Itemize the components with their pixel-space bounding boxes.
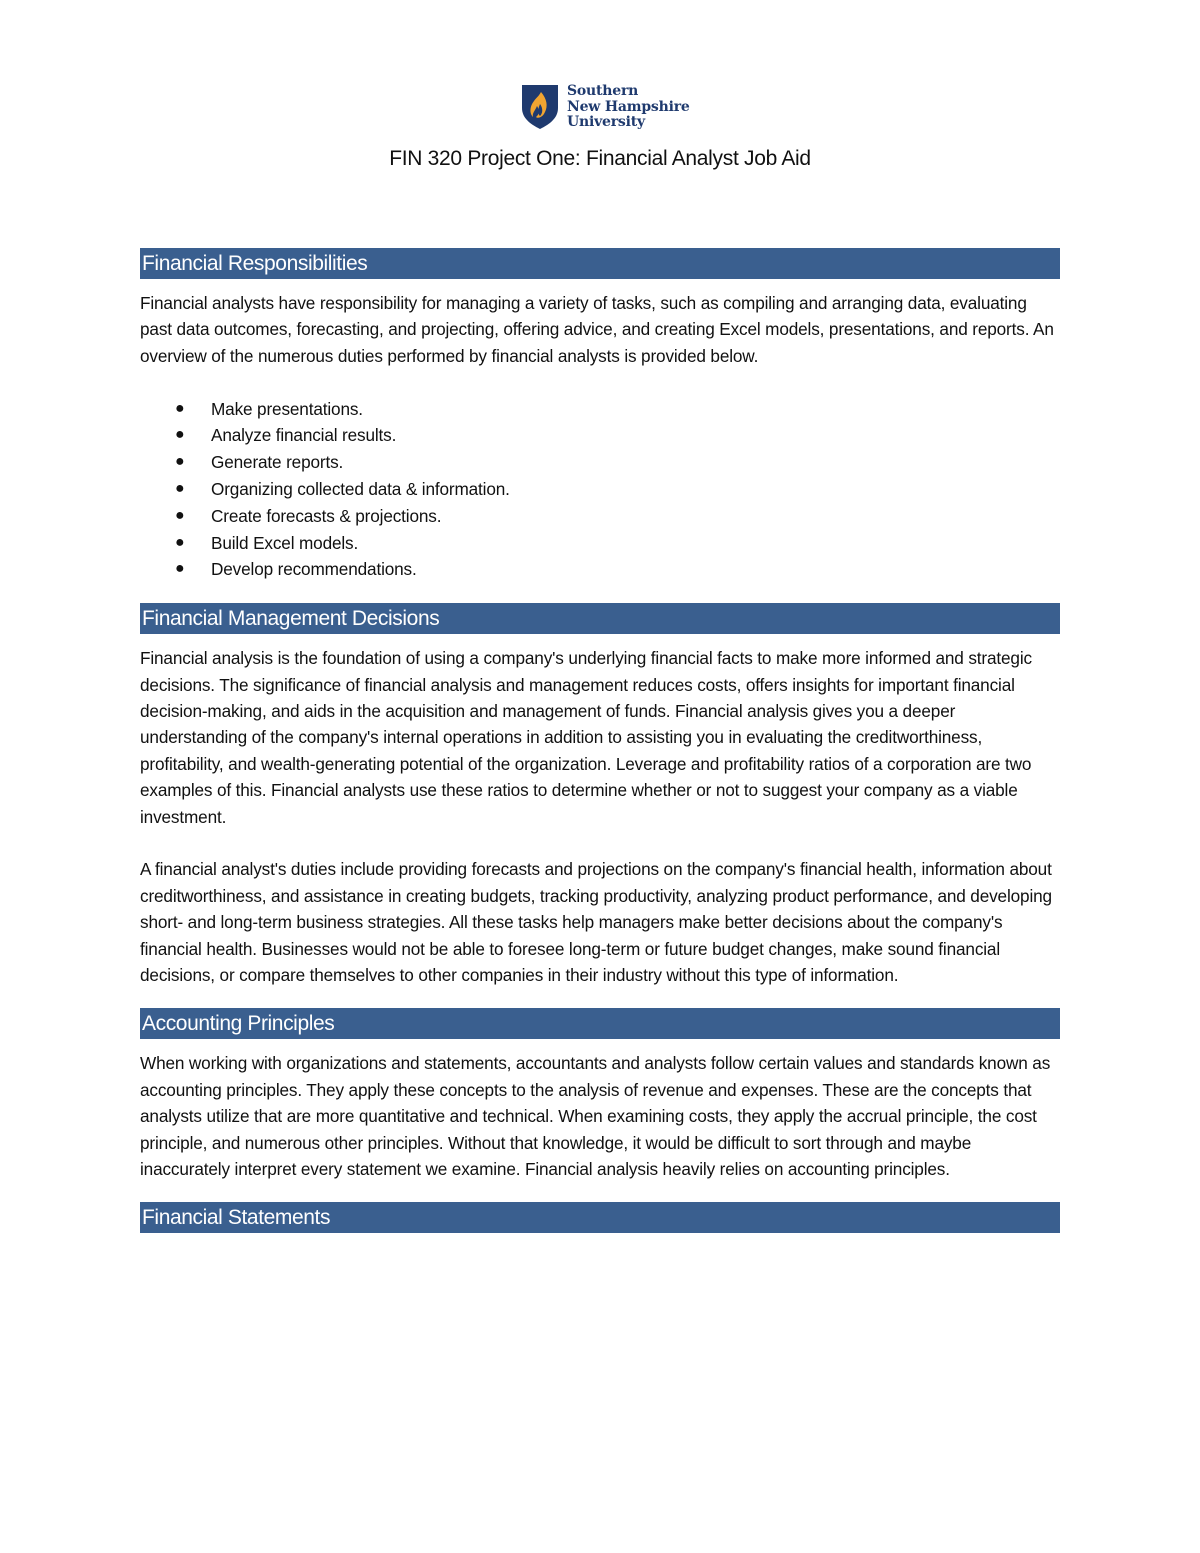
duties-list: [140, 396, 1060, 584]
bullet-icon: ●: [175, 480, 185, 497]
list-item-text: Organizing collected data & information.: [211, 479, 510, 499]
list-item-text: Make presentations.: [211, 398, 363, 419]
list-item-text: Develop recommendations.: [211, 559, 417, 580]
section-heading: Accounting Principles: [140, 1008, 1060, 1039]
logo-wordmark: [567, 84, 690, 131]
list-item: [140, 503, 1060, 530]
logo-line-3: University: [567, 114, 645, 130]
list-item-text: Build Excel models.: [211, 532, 359, 553]
shield-flame-icon: [521, 84, 559, 130]
list-item: [140, 449, 1060, 476]
list-item-text: Create forecasts & projections.: [211, 505, 442, 526]
bullet-icon: ●: [175, 560, 185, 578]
list-item: [140, 556, 1060, 583]
bullet-icon: ●: [175, 399, 185, 417]
bullet-icon: ●: [175, 426, 185, 444]
section-heading: Financial Management Decisions: [140, 603, 1060, 634]
document-title: FIN 320 Project One: Financial Analyst Job Aid: [389, 147, 811, 170]
section-financial-management-decisions: [140, 603, 1060, 988]
bullet-icon: ●: [175, 533, 185, 551]
section-body: [140, 1050, 1060, 1182]
paragraph: Financial analysts have responsibility for managing a variety of tasks, such as compiling and arranging data, evaluating past data outcomes, forecasting, and projecting, offering advice, and creating Excel models, presentations, and reports. An overview of the numerous duties performed by financial analysts is provided below.: [140, 293, 1054, 366]
list-item-text: Generate reports.: [211, 452, 344, 473]
list-item: [140, 396, 1060, 423]
bullet-icon: ●: [175, 453, 185, 471]
list-item: [140, 476, 1060, 503]
paragraph: A financial analyst's duties include providing forecasts and projections on the company's financial health, information about creditworthiness, and assistance in creating budgets, tracking productivity, analyzing product performance, and developing short- and long-term business strategies. All these tasks help managers make better decisions about the company's financial health. Businesses would not be able to foresee long-term or future budget changes, make sound financial decisions, or compare themselves to other companies in their industry without this type of information.: [140, 859, 1052, 986]
list-item: [140, 422, 1060, 449]
logo-line-2: New Hampshire: [567, 98, 690, 115]
section-financial-statements: [140, 1202, 1060, 1233]
section-heading: Financial Statements: [140, 1202, 1060, 1233]
section-body: [140, 645, 1060, 988]
list-item-text: Analyze financial results.: [211, 425, 397, 446]
section-heading: Financial Responsibilities: [140, 248, 1060, 279]
bullet-icon: ●: [175, 506, 185, 524]
section-body: [140, 290, 1060, 583]
paragraph: Financial analysis is the foundation of using a company's underlying financial facts to make more informed and strategic decisions. The significance of financial analysis and management reduces costs, offers insights for important financial decision-making, and aids in the acquisition and management of funds. Financial analysis gives you a deeper understanding of the company's internal operations in addition to assisting you in evaluating the creditworthiness, profitability, and wealth-generating potential of the organization. Leverage and profitability ratios of a corporation are two examples of this. Financial analysts use these ratios to determine whether or not to suggest your company as a viable investment.: [140, 648, 1032, 827]
section-accounting-principles: [140, 1008, 1060, 1182]
logo-line-1: Southern: [567, 83, 639, 99]
paragraph: When working with organizations and statements, accountants and analysts follow certain values and standards known as accounting principles. They apply these concepts to the analysis of revenue and expenses. These are the concepts that analysts utilize that are more quantitative and technical. When examining costs, they apply the accrual principle, the cost principle, and numerous other principles. Without that knowledge, it would be difficult to sort through and maybe inaccurately interpret every statement we examine. Financial analysis heavily relies on accounting principles.: [140, 1053, 1051, 1180]
university-logo: [521, 84, 690, 131]
section-financial-responsibilities: [140, 248, 1060, 583]
list-item: [140, 530, 1060, 557]
document-content: [140, 248, 1060, 1253]
